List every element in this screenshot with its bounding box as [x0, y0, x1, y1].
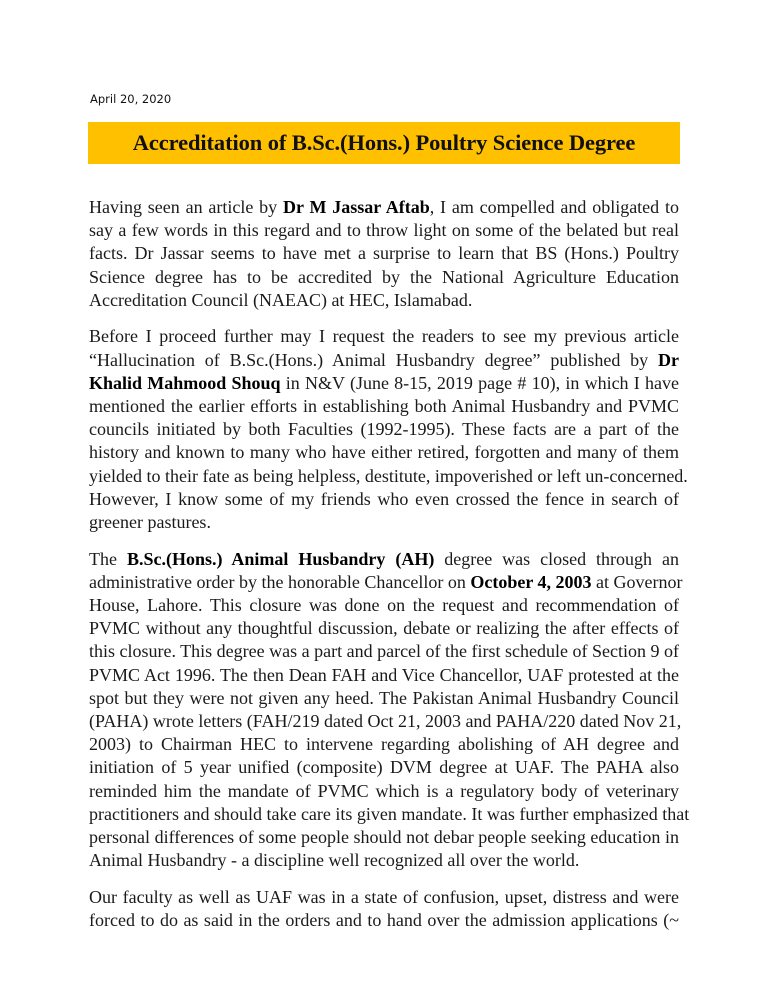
text-line — [89, 219, 679, 242]
text-line — [89, 617, 679, 640]
text-line — [89, 594, 679, 617]
text: Our faculty as well as UAF was in a state of confusion, upset, distress and were — [89, 886, 679, 907]
text: say a few words in this regard and to throw light on some of the belated but real — [89, 220, 679, 241]
text-line — [89, 687, 679, 710]
text: Before I proceed further may I request the readers to see my previous article — [89, 326, 679, 347]
text-line — [89, 325, 679, 348]
text-line — [89, 571, 683, 594]
text: greener pastures. — [89, 511, 211, 532]
text: However, I know some of my friends who even crossed the fence in search of — [89, 488, 679, 509]
paragraph — [89, 886, 679, 932]
bold-text: October 4, 2003 — [470, 571, 592, 592]
text: spot but they were not given any heed. The Pakistan Animal Husbandry Council — [89, 687, 679, 708]
text-line — [89, 266, 679, 289]
paragraph — [89, 196, 679, 312]
text: Science degree has to be accredited by the National Agriculture Education — [89, 266, 679, 287]
text: reminded him the mandate of PVMC which is a regulatory body of veterinary — [89, 780, 679, 801]
text: 2003) to Chairman HEC to intervene regarding abolishing of AH degree and — [89, 734, 679, 755]
text: “Hallucination of B.Sc.(Hons.) Animal Husbandry degree” published by — [89, 349, 658, 370]
text-line — [89, 289, 679, 312]
text-line — [89, 395, 679, 418]
text-line — [89, 640, 679, 663]
text-line — [89, 780, 679, 803]
text-line — [89, 349, 679, 372]
text: forced to do as said in the orders and to hand over the admission applications (~ — [89, 909, 679, 930]
text-line — [89, 441, 679, 464]
text-line — [89, 909, 679, 932]
text-line — [89, 710, 682, 733]
text: this closure. This degree was a part and parcel of the first schedule of Section 9 of — [89, 641, 679, 662]
text-line — [89, 826, 679, 849]
text: at Governor — [591, 571, 683, 592]
text-line — [89, 465, 688, 488]
text: initiation of 5 year unified (composite) DVM degree at UAF. The PAHA also — [89, 757, 679, 778]
text-line — [89, 886, 679, 909]
text: mentioned the earlier efforts in establishing both Animal Husbandry and PVMC — [89, 396, 679, 416]
text: degree was closed through an — [434, 548, 679, 569]
text: administrative order by the honorable Chancellor on — [89, 571, 471, 592]
bold-text: Dr M Jassar Aftab — [282, 197, 430, 217]
paragraph — [89, 325, 688, 534]
text-line — [89, 372, 679, 395]
text: (PAHA) wrote letters (FAH/219 dated Oct 21, 2003 and PAHA/220 dated Nov 21, — [89, 710, 682, 731]
paragraph — [89, 548, 690, 873]
text-line — [89, 548, 679, 571]
bold-text: B.Sc.(Hons.) Animal Husbandry (AH) — [126, 548, 435, 569]
text: The — [89, 548, 127, 569]
text-line — [89, 196, 679, 219]
text: Having seen an article by — [89, 197, 283, 217]
title-banner — [88, 122, 680, 164]
text: yielded to their fate as being helpless, destitute, impoverished or left un-concerned. — [89, 465, 688, 486]
article-body — [89, 196, 690, 946]
text: facts. Dr Jassar seems to have met a surprise to learn that BS (Hons.) Poultry — [89, 243, 679, 264]
text: PVMC without any thoughtful discussion, debate or realizing the after effects of — [89, 618, 679, 639]
text-line — [89, 511, 679, 534]
article-title: Accreditation of B.Sc.(Hons.) Poultry Science Degree — [132, 130, 636, 155]
text-line — [89, 418, 679, 441]
article-date: April 20, 2020 — [90, 92, 172, 106]
text: in N&V (June 8-15, 2019 page # 10), in which I have — [280, 372, 680, 393]
text: councils initiated by both Faculties (1992-1995). These facts are a part of the — [89, 419, 679, 440]
text: practitioners and should take care its given mandate. It was further emphasized that — [89, 803, 690, 824]
text: Accreditation Council (NAEAC) at HEC, Islamabad. — [89, 289, 473, 310]
bold-text: Khalid Mahmood Shouq — [89, 372, 281, 393]
text: history and known to many who have either retired, forgotten and many of them — [89, 442, 679, 463]
text-line — [89, 756, 679, 779]
text-line — [89, 488, 679, 511]
text-line — [89, 803, 690, 826]
text-line — [89, 664, 679, 687]
text-line — [89, 849, 679, 872]
text: PVMC Act 1996. The then Dean FAH and Vice Chancellor, UAF protested at the — [89, 664, 679, 685]
bold-text: Dr — [658, 349, 679, 370]
text: House, Lahore. This closure was done on the request and recommendation of — [89, 595, 679, 615]
text-line — [89, 733, 679, 756]
text: personal differences of some people should not debar people seeking education in — [89, 826, 679, 847]
text: Animal Husbandry - a discipline well recognized all over the world. — [89, 850, 580, 871]
text: , I am compelled and obligated to — [429, 197, 679, 217]
text-line — [89, 242, 679, 265]
